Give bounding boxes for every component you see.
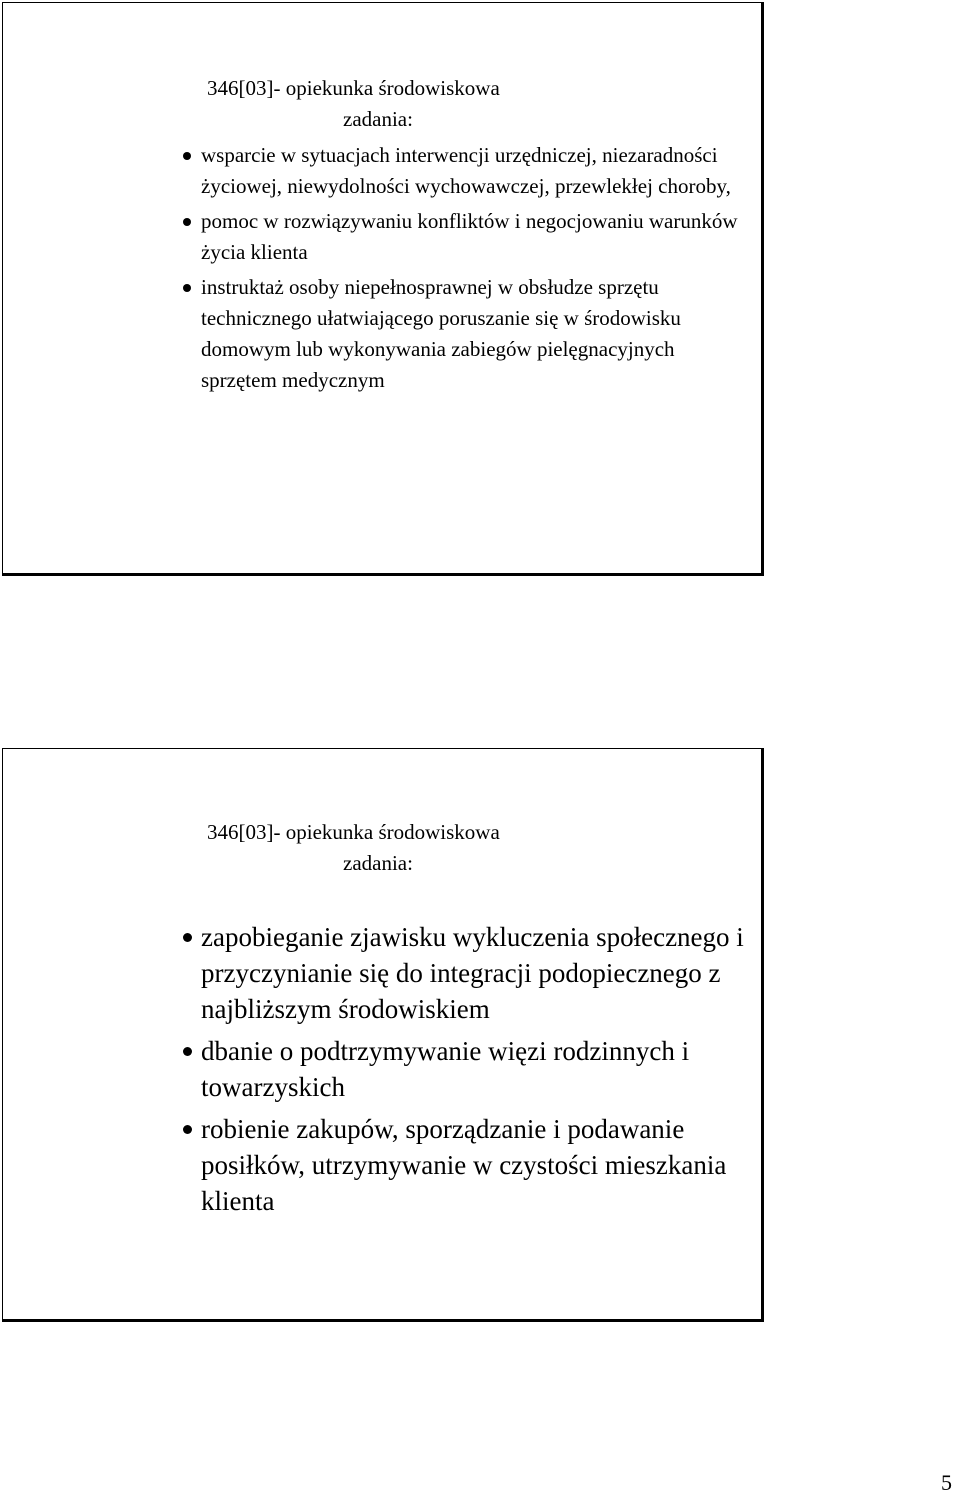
list-item: [183, 272, 743, 396]
bullet-list: [183, 919, 758, 1225]
list-item: [183, 919, 758, 1027]
list-item: [183, 1111, 758, 1219]
list-item: [183, 140, 743, 202]
bullet-icon: [183, 152, 191, 160]
slide-title-line1: 346[03]- opiekunka środowiskowa: [207, 76, 500, 100]
slide-2: [2, 748, 764, 1322]
list-item-text: wsparcie w sytuacjach interwencji urzędniczej, niezaradności życiowej, niewydolności wychowawczej, przewlekłej choroby,: [201, 143, 731, 198]
list-item-text: instruktaż osoby niepełnosprawnej w obsłudze sprzętu technicznego ułatwiającego poruszanie się w środowisku domowym lub wykonywania zabiegów pielęgnacyjnych sprzętem medycznym: [201, 275, 681, 392]
list-item-text: dbanie o podtrzymywanie więzi rodzinnych i towarzyskich: [201, 1036, 690, 1102]
page-number: 5: [941, 1470, 952, 1495]
bullet-icon: [183, 218, 191, 226]
slide-title-line2: zadania:: [343, 107, 413, 131]
bullet-list: [183, 140, 743, 400]
list-item-text: robienie zakupów, sporządzanie i podawanie posiłków, utrzymywanie w czystości mieszkania klienta: [201, 1114, 727, 1216]
bullet-icon: [183, 933, 192, 942]
list-item: [183, 1033, 758, 1105]
bullet-icon: [183, 1125, 192, 1134]
list-item: [183, 206, 743, 268]
bullet-icon: [183, 1047, 192, 1056]
list-item-text: zapobieganie zjawisku wykluczenia społecznego i przyczynianie się do integracji podopiecznego z najbliższym środowiskiem: [201, 922, 744, 1024]
slide-1: [2, 2, 764, 576]
slide-title-line2: zadania:: [343, 851, 413, 875]
slide-title-line1: 346[03]- opiekunka środowiskowa: [207, 820, 500, 844]
list-item-text: pomoc w rozwiązywaniu konfliktów i negocjowaniu warunków życia klienta: [201, 209, 738, 264]
bullet-icon: [183, 284, 191, 292]
